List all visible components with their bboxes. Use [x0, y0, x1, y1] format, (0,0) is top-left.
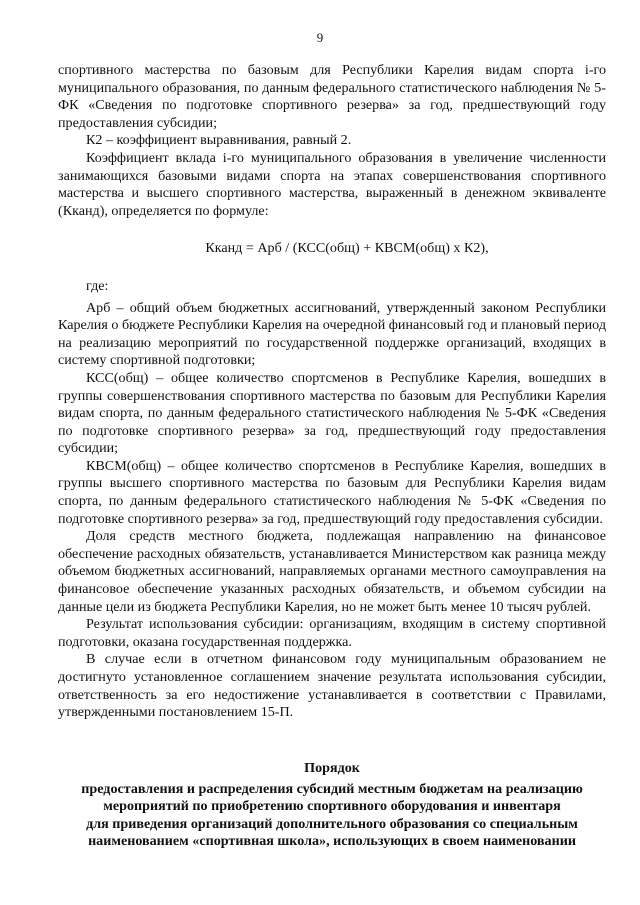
- heading-line: предоставления и распределения субсидий местным бюджетам на реализацию: [81, 780, 583, 797]
- paragraph-coefficient-intro: Коэффициент вклада i-го муниципального образования в увеличение численности занимающихся базовыми видами спорта на этапах совершенствования спортивного мастерства и высшего спортивного мастерства, выраженный в денежном эквиваленте (Кканд), определяется по формуле:: [58, 149, 606, 219]
- heading-line: наименованием «спортивная школа», использующих в своем наименовании: [88, 833, 576, 850]
- heading-line: для приведения организаций дополнительного образования со специальным: [86, 815, 578, 832]
- page-number: 9: [316, 30, 324, 45]
- paragraph-kvsm-definition: КВСМ(общ) – общее количество спортсменов в Республике Карелия, вошедших в группы высшего спортивного мастерства по базовым для Республики Карелия видам спорта, по данным федерального статистического наблюдения № 5-ФК «Сведения по подготовке спортивного резерва» за год, предшествующий году предоставления субсидии.: [58, 457, 606, 527]
- heading-line: мероприятий по приобретению спортивного оборудования и инвентаря: [103, 798, 561, 815]
- paragraph-responsibility: В случае если в отчетном финансовом году муниципальным образованием не достигнуто установленное соглашением значение результата использования субсидии, ответственность за его недостижение устанавливается в соответствии с Правилами, утвержденными постановлением 15-П.: [58, 651, 606, 721]
- document-body: [58, 62, 606, 722]
- section-heading: [40, 760, 624, 851]
- formula: Кканд = Арб / (КСС(общ) + КВСМ(общ) х К2),: [205, 240, 489, 257]
- paragraph-subsidy-result: Результат использования субсидии: организациям, входящим в систему спортивной подготовки, оказана государственная поддержка.: [58, 616, 606, 650]
- paragraph-continuation: спортивного мастерства по базовым для Республики Карелия видам спорта i-го муниципального образования, по данным федерального статистического наблюдения № 5-ФК «Сведения по подготовке спортивного резерва» за год, предшествующий году предоставления субсидии;: [58, 62, 606, 131]
- paragraph-k2-definition: К2 – коэффициент выравнивания, равный 2.: [86, 132, 352, 149]
- paragraph-arb-definition: Арб – общий объем бюджетных ассигнований, утвержденный законом Республики Карелия о бюджете Республики Карелия на очередной финансовый год и плановый период на реализацию мероприятий по государственной поддержке организаций, входящих в систему спортивной подготовки;: [58, 299, 606, 369]
- paragraph-where: где:: [86, 277, 109, 294]
- paragraph-local-budget-share: Доля средств местного бюджета, подлежащая направлению на финансовое обеспечение расходных обязательств, устанавливается Министерством как разница между объемом бюджетных ассигнований, направляемых органами местного самоуправления на финансовое обеспечение указанных расходных обязательств, и объемом субсидии на данные цели из бюджета Республики Карелия, но не может быть менее 10 тысяч рублей.: [58, 528, 606, 615]
- paragraph-kss-definition: КСС(общ) – общее количество спортсменов в Республике Карелия, вошедших в группы совершенствования спортивного мастерства по базовым для Республики Карелия видам спорта, по данным федерального статистического наблюдения № 5-ФК «Сведения по подготовке спортивного резерва» за год, предшествующий году предоставления субсидии;: [58, 369, 606, 457]
- heading-title: Порядок: [304, 760, 360, 776]
